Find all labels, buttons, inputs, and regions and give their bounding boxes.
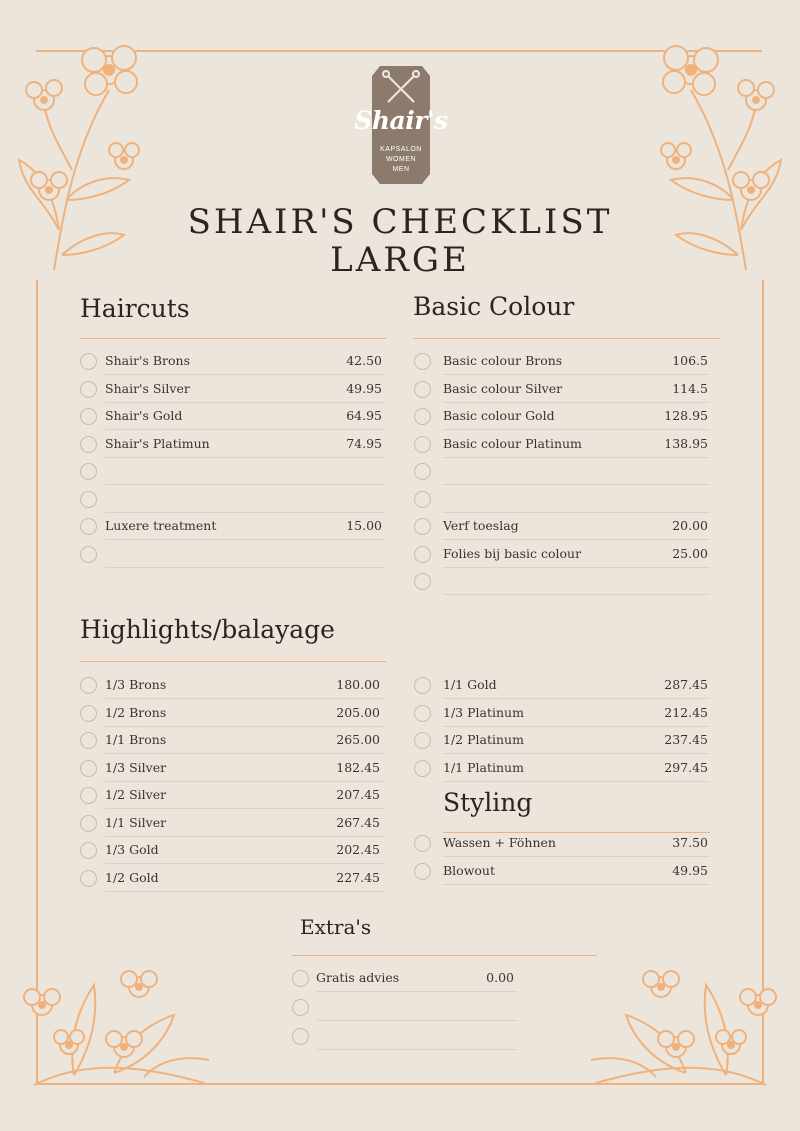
list-item [443, 671, 710, 699]
item-price: 237.45 [664, 732, 708, 747]
item-label: Shair's Gold [105, 408, 183, 423]
item-label: 1/1 Platinum [443, 759, 524, 775]
checkbox-circle-icon[interactable] [80, 381, 97, 398]
item-price: 212.45 [664, 704, 708, 720]
item-price: 49.95 [672, 862, 708, 878]
checkbox-circle-icon[interactable] [80, 870, 97, 887]
checkbox-circle-icon[interactable] [414, 732, 431, 749]
item-label: Shair's Brons [105, 353, 191, 368]
item-label: Wassen + Föhnen [443, 835, 556, 850]
list-item [105, 699, 384, 727]
flower-corner-icon [14, 965, 214, 1090]
checkbox-circle-icon[interactable] [414, 573, 431, 590]
section-title-highlights: Highlights/balayage [80, 615, 335, 644]
item-price: 202.45 [336, 842, 380, 857]
checkbox-circle-icon[interactable] [80, 546, 97, 563]
item-price: 20.00 [672, 518, 708, 533]
item-price: 287.45 [664, 677, 708, 692]
item-label: 1/2 Brons [105, 704, 167, 720]
shairs-logo [354, 66, 448, 184]
item-label: Folies bij basic colour [443, 545, 582, 561]
list-item [316, 1022, 517, 1050]
title-line-1: SHAIR'S CHECKLIST [187, 202, 613, 242]
checkbox-circle-icon[interactable] [80, 677, 97, 694]
item-label: 1/1 Silver [105, 814, 167, 830]
divider [80, 661, 386, 662]
list-item [105, 512, 384, 540]
checkbox-circle-icon[interactable] [414, 863, 431, 880]
list-item [105, 485, 384, 513]
list-item [105, 375, 384, 403]
item-price: 49.95 [346, 380, 382, 396]
item-price: 37.50 [672, 835, 708, 850]
list-item [316, 964, 517, 992]
item-label: 1/2 Gold [105, 869, 159, 885]
item-label: Shair's Platimun [105, 435, 210, 451]
item-label: 1/3 Platinum [443, 704, 524, 720]
list-item [105, 457, 384, 485]
item-price: 64.95 [346, 408, 382, 423]
checkbox-circle-icon[interactable] [80, 842, 97, 859]
item-price: 114.5 [672, 380, 708, 396]
divider [413, 338, 720, 339]
list-item [443, 567, 710, 595]
item-label: 1/3 Silver [105, 759, 167, 775]
item-label: Basic colour Platinum [443, 435, 582, 451]
checkbox-circle-icon[interactable] [80, 353, 97, 370]
section-title-styling: Styling [443, 788, 533, 817]
list-item [105, 809, 384, 837]
item-label: 1/2 Platinum [443, 732, 524, 747]
list-item [443, 754, 710, 782]
checkbox-circle-icon[interactable] [80, 491, 97, 508]
list-item [105, 671, 384, 699]
item-price: 297.45 [664, 759, 708, 775]
checkbox-circle-icon[interactable] [80, 518, 97, 535]
list-item [443, 540, 710, 568]
checkbox-circle-icon[interactable] [414, 546, 431, 563]
flower-corner-icon [14, 30, 144, 275]
checkbox-circle-icon[interactable] [80, 436, 97, 453]
list-item [443, 375, 710, 403]
list-item [443, 726, 710, 754]
list-item [443, 699, 710, 727]
item-label: 1/2 Silver [105, 787, 167, 802]
checkbox-circle-icon[interactable] [414, 705, 431, 722]
item-price: 138.95 [664, 435, 708, 451]
item-price: 0.00 [486, 970, 514, 985]
flower-corner-icon [656, 30, 786, 275]
list-item [105, 402, 384, 430]
checkbox-circle-icon[interactable] [414, 408, 431, 425]
divider [80, 338, 386, 339]
list-item [105, 726, 384, 754]
item-price: 74.95 [346, 435, 382, 451]
item-price: 180.00 [336, 677, 380, 692]
list-item [443, 430, 710, 458]
list-item [105, 430, 384, 458]
item-price: 205.00 [336, 704, 380, 720]
list-item [105, 864, 384, 892]
section-title-haircuts: Haircuts [80, 294, 190, 323]
checkbox-circle-icon[interactable] [414, 491, 431, 508]
checkbox-circle-icon[interactable] [292, 970, 309, 987]
checkbox-circle-icon[interactable] [414, 760, 431, 777]
checkbox-circle-icon[interactable] [292, 1028, 309, 1045]
checkbox-circle-icon[interactable] [414, 677, 431, 694]
item-price: 25.00 [672, 545, 708, 561]
section-title-basic-colour: Basic Colour [413, 292, 575, 321]
list-item [443, 512, 710, 540]
checkbox-circle-icon[interactable] [80, 732, 97, 749]
logo-sub-kapsalon: KAPSALON [380, 146, 422, 153]
list-item [443, 402, 710, 430]
item-price: 265.00 [336, 732, 380, 747]
item-label: Gratis advies [316, 970, 400, 985]
item-label: Basic colour Brons [443, 353, 563, 368]
list-item [105, 781, 384, 809]
item-label: Shair's Silver [105, 380, 190, 396]
list-item [105, 540, 384, 568]
item-label: 1/1 Gold [443, 677, 497, 692]
divider [292, 955, 597, 956]
checkbox-circle-icon[interactable] [80, 815, 97, 832]
item-label: Luxere treatment [105, 518, 217, 533]
checkbox-circle-icon[interactable] [80, 705, 97, 722]
checkbox-circle-icon[interactable] [414, 518, 431, 535]
item-label: 1/3 Brons [105, 677, 167, 692]
list-item [316, 993, 517, 1021]
checkbox-circle-icon[interactable] [414, 835, 431, 852]
list-item [105, 347, 384, 375]
list-item [443, 347, 710, 375]
list-item [105, 754, 384, 782]
section-title-extras: Extra's [300, 915, 372, 939]
checkbox-circle-icon[interactable] [80, 787, 97, 804]
page-title [150, 203, 650, 279]
item-price: 42.50 [346, 353, 382, 368]
checkbox-circle-icon[interactable] [80, 463, 97, 480]
checkbox-circle-icon[interactable] [80, 408, 97, 425]
checkbox-circle-icon[interactable] [414, 436, 431, 453]
item-price: 207.45 [336, 787, 380, 802]
logo-sub-men: MEN [392, 166, 410, 173]
list-item [443, 857, 710, 885]
item-label: Basic colour Gold [443, 408, 555, 423]
checkbox-circle-icon[interactable] [80, 760, 97, 777]
item-label: 1/3 Gold [105, 842, 159, 857]
checkbox-circle-icon[interactable] [414, 381, 431, 398]
item-price: 227.45 [336, 869, 380, 885]
logo-brand: Shair's [354, 106, 448, 135]
item-price: 106.5 [672, 353, 708, 368]
list-item [443, 485, 710, 513]
frame-top-line [36, 50, 762, 52]
checkbox-circle-icon[interactable] [414, 463, 431, 480]
list-item [443, 829, 710, 857]
item-label: 1/1 Brons [105, 732, 167, 747]
checkbox-circle-icon[interactable] [292, 999, 309, 1016]
item-price: 182.45 [336, 759, 380, 775]
flower-corner-icon [586, 965, 786, 1090]
list-item [443, 457, 710, 485]
title-line-2: LARGE [330, 240, 470, 280]
item-price: 128.95 [664, 408, 708, 423]
logo-sub-women: WOMEN [385, 156, 417, 163]
item-price: 15.00 [346, 518, 382, 533]
item-label: Basic colour Silver [443, 380, 563, 396]
checkbox-circle-icon[interactable] [414, 353, 431, 370]
item-label: Blowout [443, 862, 496, 878]
item-price: 267.45 [336, 814, 380, 830]
list-item [105, 836, 384, 864]
item-label: Verf toeslag [443, 518, 519, 533]
